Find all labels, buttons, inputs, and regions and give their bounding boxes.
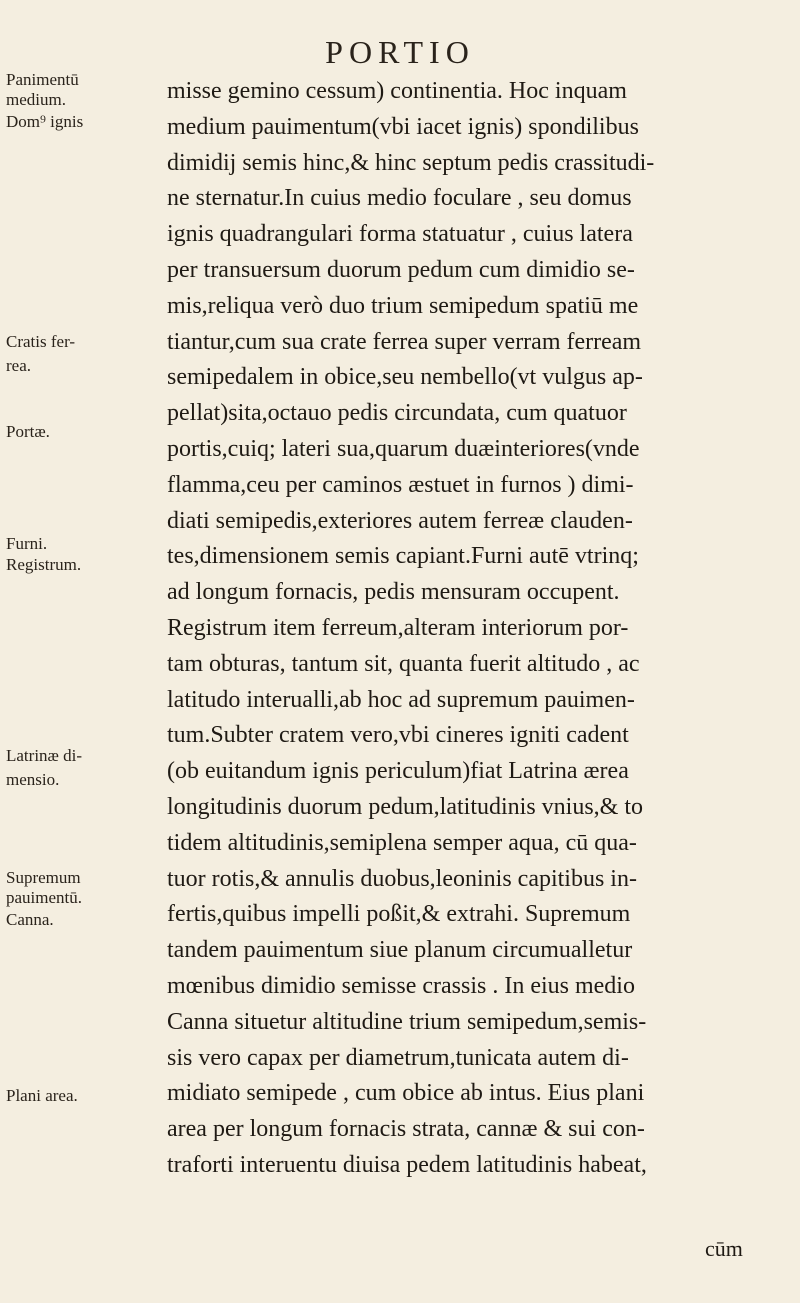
text-line: midiato semipede , cum obice ab intus. Eius plani bbox=[167, 1080, 645, 1107]
margin-note-domus-ignis bbox=[6, 112, 166, 132]
margin-note-pauimentum-medium bbox=[6, 70, 166, 110]
text-line: semipedalem in obice,seu nembello(vt vulgus ap- bbox=[167, 364, 643, 391]
text-line: dimidij semis hinc,& hinc septum pedis crassitudi- bbox=[167, 149, 655, 176]
margin-note-cratis-ferrea bbox=[6, 332, 166, 376]
catchword: cūm bbox=[705, 1236, 743, 1261]
text-line: tandem pauimentum siue planum circumualletur bbox=[167, 937, 633, 964]
text-line: Canna situetur altitudine trium semipedum,semis- bbox=[167, 1008, 647, 1035]
text-line: ad longum fornacis, pedis mensuram occupent. bbox=[167, 579, 620, 606]
margin-note-line: Portæ. bbox=[6, 422, 50, 441]
margin-note-line: Latrinæ di- bbox=[6, 746, 83, 765]
text-line: ignis quadrangulari forma statuatur , cuius latera bbox=[167, 221, 633, 248]
text-line: tidem altitudinis,semiplena semper aqua, cū qua- bbox=[167, 829, 637, 856]
text-line: tiantur,cum sua crate ferrea super verram ferream bbox=[167, 328, 642, 355]
text-line: latitudo interualli,ab hoc ad supremum pauimen- bbox=[167, 686, 635, 713]
margin-note-line: Cratis fer- bbox=[6, 332, 76, 351]
text-line: misse gemino cessum) continentia. Hoc inquam bbox=[167, 78, 627, 104]
margin-note-plani-area bbox=[6, 1086, 166, 1106]
text-line: (ob euitandum ignis periculum)fiat Latrina ærea bbox=[167, 758, 629, 785]
text-line: fertis,quibus impelli poßit,& extrahi. Supremum bbox=[167, 901, 631, 928]
text-line: flamma,ceu per caminos æstuet in furnos ) dimi- bbox=[167, 471, 634, 498]
margin-note-line: pauimentū. bbox=[6, 888, 83, 907]
margin-note-furni bbox=[6, 534, 166, 554]
margin-note-line: Registrum. bbox=[6, 555, 82, 574]
text-line: portis,cuiq; lateri sua,quarum duæinteriores(vnde bbox=[167, 435, 640, 462]
text-line: medium pauimentum(vbi iacet ignis) spondilibus bbox=[167, 113, 639, 140]
body-text bbox=[167, 74, 747, 1184]
margin-note-line: Dom⁹ ignis bbox=[6, 112, 84, 131]
margin-note-line: Furni. bbox=[6, 534, 48, 553]
margin-note-line: medium. bbox=[6, 90, 66, 109]
margin-note-registrum bbox=[6, 555, 166, 575]
margin-note-line: Supremum bbox=[6, 868, 81, 887]
text-line: longitudinis duorum pedum,latitudinis vnius,& to bbox=[167, 793, 644, 820]
margin-note-portae bbox=[6, 422, 166, 442]
margin-note-supremum-pauimentum bbox=[6, 868, 166, 908]
text-line: mœnibus dimidio semisse crassis . In eius medio bbox=[167, 972, 635, 999]
text-line: per transuersum duorum pedum cum dimidio se- bbox=[167, 256, 635, 283]
text-line: ne sternatur.In cuius medio foculare , seu domus bbox=[167, 185, 632, 212]
text-line: tam obturas, tantum sit, quanta fuerit altitudo , ac bbox=[167, 650, 640, 677]
running-title: PORTIO bbox=[325, 34, 475, 70]
text-line: tes,dimensionem semis capiant.Furni autē vtrinq; bbox=[167, 543, 639, 570]
text-line: tuor rotis,& annulis duobus,leoninis capitibus in- bbox=[167, 865, 637, 892]
margin-note-line: mensio. bbox=[6, 770, 60, 789]
margin-note-line: Canna. bbox=[6, 910, 54, 929]
text-line: traforti interuentu diuisa pedem latitudinis habeat, bbox=[167, 1151, 647, 1178]
text-line: Registrum item ferreum,alteram interiorum por- bbox=[167, 614, 629, 641]
text-line: diati semipedis,exteriores autem ferreæ clauden- bbox=[167, 507, 633, 534]
text-line: sis vero capax per diametrum,tunicata autem di- bbox=[167, 1044, 629, 1071]
text-line: pellat)sita,octauo pedis circundata, cum quatuor bbox=[167, 400, 627, 427]
margin-note-line: Panimentū bbox=[6, 70, 79, 89]
margin-note-line: rea. bbox=[6, 356, 32, 375]
margin-note-canna bbox=[6, 910, 166, 930]
margin-note-latrinae-dimensio bbox=[6, 746, 166, 790]
text-line: mis,reliqua verò duo trium semipedum spatiū me bbox=[167, 292, 639, 319]
text-line: area per longum fornacis strata, cannæ & sui con- bbox=[167, 1116, 645, 1143]
text-line: tum.Subter cratem vero,vbi cineres igniti cadent bbox=[167, 722, 629, 749]
margin-note-line: Plani area. bbox=[6, 1086, 78, 1105]
